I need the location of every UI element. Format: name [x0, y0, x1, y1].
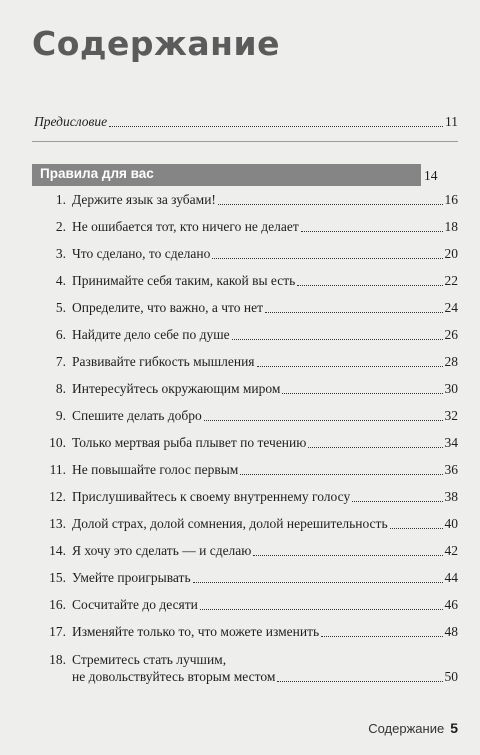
dot-leader	[204, 420, 443, 421]
toc-page: 20	[444, 246, 458, 261]
toc-number: 15.	[49, 570, 66, 585]
dot-leader	[109, 126, 443, 127]
toc-page: 28	[444, 354, 458, 369]
toc-label: Сосчитайте до десяти	[72, 597, 198, 612]
toc-row[interactable]	[42, 543, 458, 559]
toc-number: 4.	[55, 273, 66, 288]
toc-row[interactable]	[42, 273, 458, 289]
toc-page: 22	[444, 273, 458, 288]
toc-label: Прислушивайтесь к своему внутреннему голосу	[72, 489, 351, 504]
page-footer	[368, 720, 458, 736]
toc-number: 9.	[55, 408, 66, 423]
dot-leader	[257, 366, 443, 367]
toc-row[interactable]	[42, 300, 458, 316]
dot-leader	[253, 555, 442, 556]
dot-leader	[301, 231, 443, 232]
toc-label: Не ошибается тот, кто ничего не делает	[72, 219, 299, 234]
toc-number: 12.	[49, 489, 66, 504]
toc-row[interactable]	[42, 651, 458, 685]
toc-page: 30	[444, 381, 458, 396]
toc-row[interactable]	[42, 570, 458, 586]
toc-page: 18	[444, 219, 458, 234]
toc-number: 6.	[55, 327, 66, 342]
toc-number: 16.	[49, 597, 66, 612]
toc-page: 24	[444, 300, 458, 315]
toc-label: Долой страх, долой сомнения, долой нерешительность	[72, 516, 388, 531]
toc-label: Изменяйте только то, что можете изменить	[72, 624, 320, 639]
dot-leader	[282, 393, 442, 394]
toc-page: 34	[444, 435, 458, 450]
toc-page: 38	[444, 489, 458, 504]
toc-page: 36	[444, 462, 458, 477]
toc-row[interactable]	[42, 246, 458, 262]
toc-number: 18.	[49, 652, 66, 667]
toc-number: 2.	[55, 219, 66, 234]
toc-row[interactable]	[42, 354, 458, 370]
toc-row[interactable]	[42, 327, 458, 343]
dot-leader	[218, 204, 443, 205]
toc-label: Держите язык за зубами!	[72, 192, 216, 207]
toc-page: 42	[444, 543, 458, 558]
toc-page: 48	[444, 624, 458, 639]
dot-leader	[390, 528, 443, 529]
toc-label: Предисловие	[34, 114, 108, 129]
dot-leader	[277, 681, 442, 682]
toc-row[interactable]	[42, 408, 458, 424]
toc-label: Только мертвая рыба плывет по течению	[72, 435, 307, 450]
toc-row-preface[interactable]	[34, 114, 458, 130]
toc-number: 7.	[55, 354, 66, 369]
toc-label: Найдите дело себе по душе	[72, 327, 230, 342]
page-title: Содержание	[32, 24, 280, 63]
toc-row[interactable]	[42, 192, 458, 208]
toc-number: 17.	[49, 624, 66, 639]
toc-row[interactable]	[42, 219, 458, 235]
toc-page: 50	[444, 669, 458, 684]
dot-leader	[232, 339, 443, 340]
toc-label: Умейте проигрывать	[72, 570, 191, 585]
toc-label-line1: Стремитесь стать лучшим,	[72, 652, 227, 667]
toc-number: 8.	[55, 381, 66, 396]
toc-page: 46	[444, 597, 458, 612]
toc-page: 16	[444, 192, 458, 207]
toc-number: 11.	[49, 462, 66, 477]
toc-number: 1.	[55, 192, 66, 207]
toc-row[interactable]	[42, 381, 458, 397]
toc-label: Развивайте гибкость мышления	[72, 354, 255, 369]
toc-label: Спешите делать добро	[72, 408, 202, 423]
toc-number: 14.	[49, 543, 66, 558]
toc-page: 32	[444, 408, 458, 423]
dot-leader	[321, 636, 442, 637]
toc-page: 40	[444, 516, 458, 531]
toc-row[interactable]	[42, 624, 458, 640]
footer-label: Содержание	[368, 721, 445, 736]
toc-number: 3.	[55, 246, 66, 261]
dot-leader	[265, 312, 443, 313]
toc-label-line2: не довольствуйтесь вторым местом	[72, 669, 276, 684]
dot-leader	[352, 501, 442, 502]
toc-number: 10.	[49, 435, 66, 450]
toc-label: Что сделано, то сделано	[72, 246, 211, 261]
dot-leader	[193, 582, 443, 583]
toc-label: Принимайте себя таким, какой вы есть	[72, 273, 296, 288]
dot-leader	[297, 285, 442, 286]
toc-page: 26	[444, 327, 458, 342]
dot-leader	[212, 258, 442, 259]
page-number: 5	[450, 720, 458, 736]
toc-row[interactable]	[42, 435, 458, 451]
toc-row[interactable]	[42, 489, 458, 505]
section-page: 14	[424, 168, 438, 183]
toc-page: 11	[445, 114, 458, 129]
dot-leader	[240, 474, 442, 475]
toc-label: Не повышайте голос первым	[72, 462, 239, 477]
toc-row[interactable]	[42, 516, 458, 532]
toc-row[interactable]	[42, 462, 458, 478]
toc-row[interactable]	[42, 597, 458, 613]
toc-label: Определите, что важно, а что нет	[72, 300, 263, 315]
toc-number: 13.	[49, 516, 66, 531]
dot-leader	[200, 609, 443, 610]
toc-number: 5.	[55, 300, 66, 315]
toc-page: 44	[444, 570, 458, 585]
dot-leader	[308, 447, 442, 448]
section-title[interactable]: Правила для вас	[40, 166, 154, 181]
divider	[32, 141, 458, 142]
toc-label: Я хочу это сделать — и сделаю	[72, 543, 252, 558]
toc-label: Интересуйтесь окружающим миром	[72, 381, 281, 396]
